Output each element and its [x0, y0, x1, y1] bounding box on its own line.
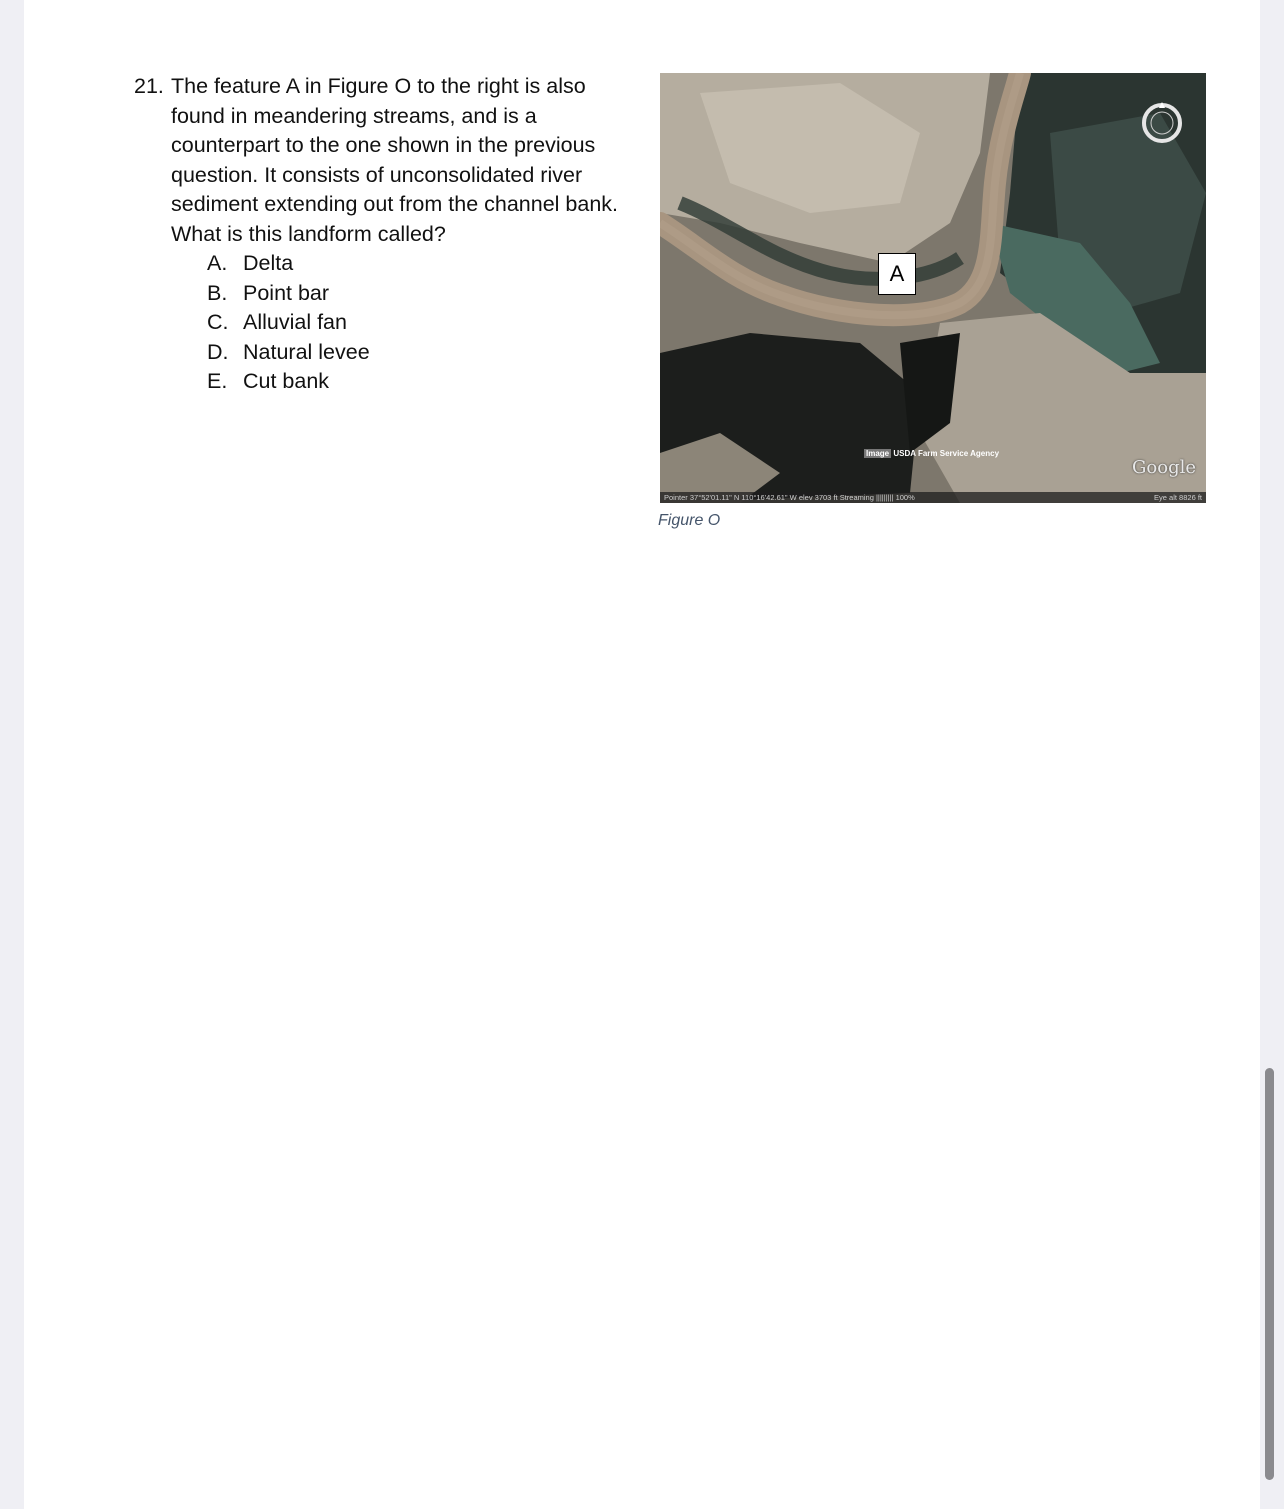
question-number: 21. [134, 74, 164, 98]
document-page [24, 0, 1260, 1509]
scrollbar-thumb[interactable] [1265, 1068, 1274, 1480]
compass-icon[interactable] [1138, 99, 1186, 147]
option-a: A. Delta [207, 251, 294, 275]
question-line: found in meandering streams, and is a [171, 103, 537, 128]
option-e: E. Cut bank [207, 369, 330, 393]
terrain-illustration [660, 73, 1206, 503]
option-b: B. Point bar [207, 280, 330, 305]
question-line: sediment extending out from the channel bank. [171, 192, 619, 216]
question-line: The feature A in Figure O to the right is also [171, 74, 586, 98]
question-line: What is this landform called? [171, 221, 446, 246]
eye-altitude: Eye alt 8826 ft [1154, 493, 1202, 502]
question-text [171, 72, 654, 249]
question-line: counterpart to the one shown in the previous [171, 133, 596, 157]
question-21 [134, 72, 654, 397]
credit-tag: Image [866, 449, 890, 458]
option-d: D. Natural levee [207, 339, 370, 364]
answer-options [207, 249, 654, 397]
pointer-coordinates: Pointer 37°52'01.11" N 110°16'42.61" W elev 3703 ft Streaming ||||||||| 100% [664, 493, 915, 502]
option-c: C. Alluvial fan [207, 310, 347, 334]
feature-a-label: A [878, 253, 916, 295]
google-logo: Google [1132, 457, 1196, 478]
figure-caption: Figure O [658, 512, 721, 529]
image-credit [864, 449, 999, 458]
map-status-bar [660, 492, 1206, 503]
question-line: question. It consists of unconsolidated river [171, 162, 583, 187]
credit-text: USDA Farm Service Agency [893, 449, 1000, 458]
satellite-image [660, 73, 1206, 503]
